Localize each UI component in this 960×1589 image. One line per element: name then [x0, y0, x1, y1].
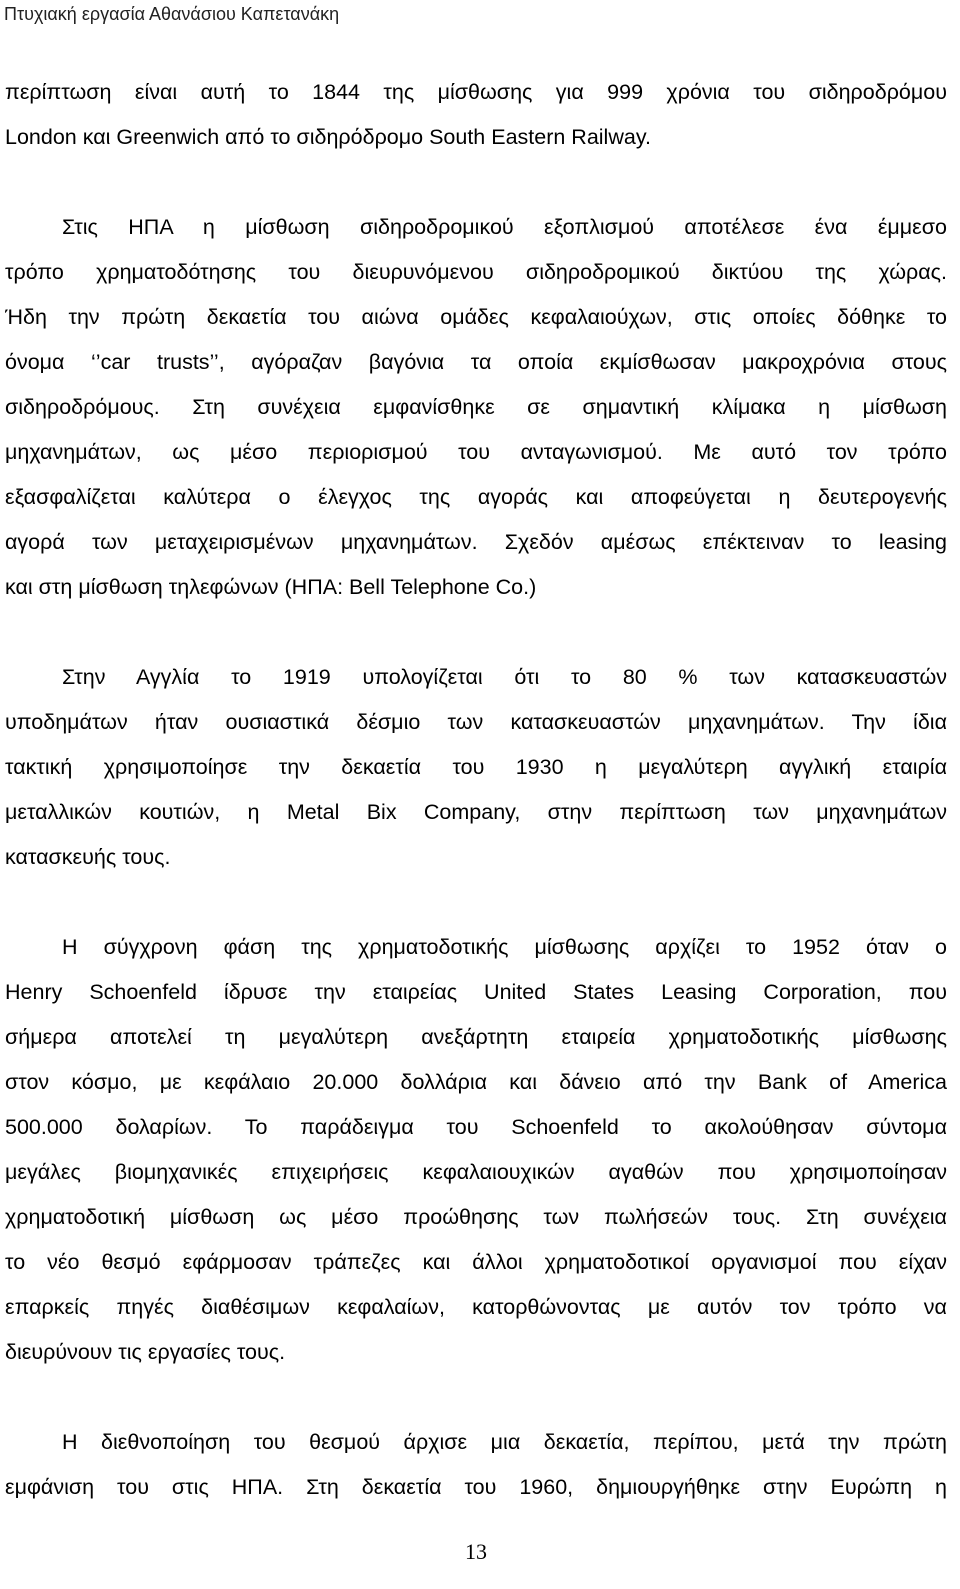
- text-line: τακτική χρησιμοποίησε την δεκαετία του 1930 η μεγαλύτερη αγγλική εταιρία: [5, 755, 947, 779]
- page-header: Πτυχιακή εργασία Αθανάσιου Καπετανάκη: [4, 4, 340, 24]
- page-number: 13: [465, 1539, 487, 1564]
- text-line: μηχανημάτων, ως μέσο περιορισμού του ανταγωνισμού. Με αυτό τον τρόπο: [5, 440, 947, 464]
- text-line: το νέο θεσμό εφάρμοσαν τράπεζες και άλλοι χρηματοδοτικοί οργανισμοί που είχαν: [5, 1250, 947, 1274]
- text-line: σήμερα αποτελεί τη μεγαλύτερη ανεξάρτητη εταιρεία χρηματοδοτικής μίσθωσης: [5, 1025, 947, 1049]
- text-line: και στη μίσθωση τηλεφώνων (ΗΠΑ: Bell Telephone Co.): [5, 575, 537, 599]
- text-line: χρηματοδοτική μίσθωση ως μέσο προώθησης των πωλήσεών τους. Στη συνέχεια: [5, 1205, 947, 1229]
- text-line: μεταλλικών κουτιών, η Metal Bix Company, στην περίπτωση των μηχανημάτων: [5, 800, 947, 824]
- text-line: London και Greenwich από το σιδηρόδρομο South Eastern Railway.: [5, 125, 651, 149]
- text-line: Στις ΗΠΑ η μίσθωση σιδηροδρομικού εξοπλισμού αποτέλεσε ένα έμμεσο: [62, 215, 947, 239]
- text-line: Ήδη την πρώτη δεκαετία του αιώνα ομάδες κεφαλαιούχων, στις οποίες δόθηκε το: [5, 305, 947, 329]
- text-line: Στην Αγγλία το 1919 υπολογίζεται ότι το 80 % των κατασκευαστών: [62, 665, 947, 689]
- text-line: αγορά των μεταχειρισμένων μηχανημάτων. Σχεδόν αμέσως επέκτειναν το leasing: [5, 530, 947, 554]
- document-body: [5, 70, 947, 1510]
- text-line: Η σύγχρονη φάση της χρηματοδοτικής μίσθωσης αρχίζει το 1952 όταν ο: [62, 935, 947, 959]
- text-line: διευρύνουν τις εργασίες τους.: [5, 1340, 286, 1364]
- text-line: κατασκευής τους.: [5, 845, 171, 869]
- text-line: υποδημάτων ήταν ουσιαστικά δέσμιο των κατασκευαστών μηχανημάτων. Την ίδια: [5, 710, 947, 734]
- text-line: μεγάλες βιομηχανικές επιχειρήσεις κεφαλαιουχικών αγαθών που χρησιμοποίησαν: [5, 1160, 947, 1184]
- text-line: Η διεθνοποίηση του θεσμού άρχισε μια δεκαετία, περίπου, μετά την πρώτη: [62, 1430, 947, 1454]
- text-line: 500.000 δολαρίων. Το παράδειγμα του Schoenfeld το ακολούθησαν σύντομα: [5, 1115, 947, 1139]
- text-line: εξασφαλίζεται καλύτερα ο έλεγχος της αγοράς και αποφεύγεται η δευτερογενής: [5, 485, 947, 509]
- text-line: όνομα ‘’car trusts’’, αγόραζαν βαγόνια τα οποία εκμίσθωσαν μακροχρόνια στους: [5, 350, 947, 374]
- text-line: περίπτωση είναι αυτή το 1844 της μίσθωσης για 999 χρόνια του σιδηροδρόμου: [5, 80, 947, 104]
- text-line: σιδηροδρόμους. Στη συνέχεια εμφανίσθηκε σε σημαντική κλίμακα η μίσθωση: [5, 395, 947, 419]
- text-line: στον κόσμο, με κεφάλαιο 20.000 δολλάρια και δάνειο από την Bank of America: [5, 1070, 947, 1094]
- text-line: τρόπο χρηματοδότησης του διευρυνόμενου σιδηροδρομικού δικτύου της χώρας.: [5, 260, 947, 284]
- text-line: εμφάνιση του στις ΗΠΑ. Στη δεκαετία του 1960, δημιουργήθηκε στην Ευρώπη η: [5, 1475, 947, 1499]
- text-line: Henry Schoenfeld ίδρυσε την εταιρείας United States Leasing Corporation, που: [5, 980, 947, 1004]
- text-line: επαρκείς πηγές διαθέσιμων κεφαλαίων, κατορθώνοντας με αυτόν τον τρόπο να: [5, 1295, 947, 1319]
